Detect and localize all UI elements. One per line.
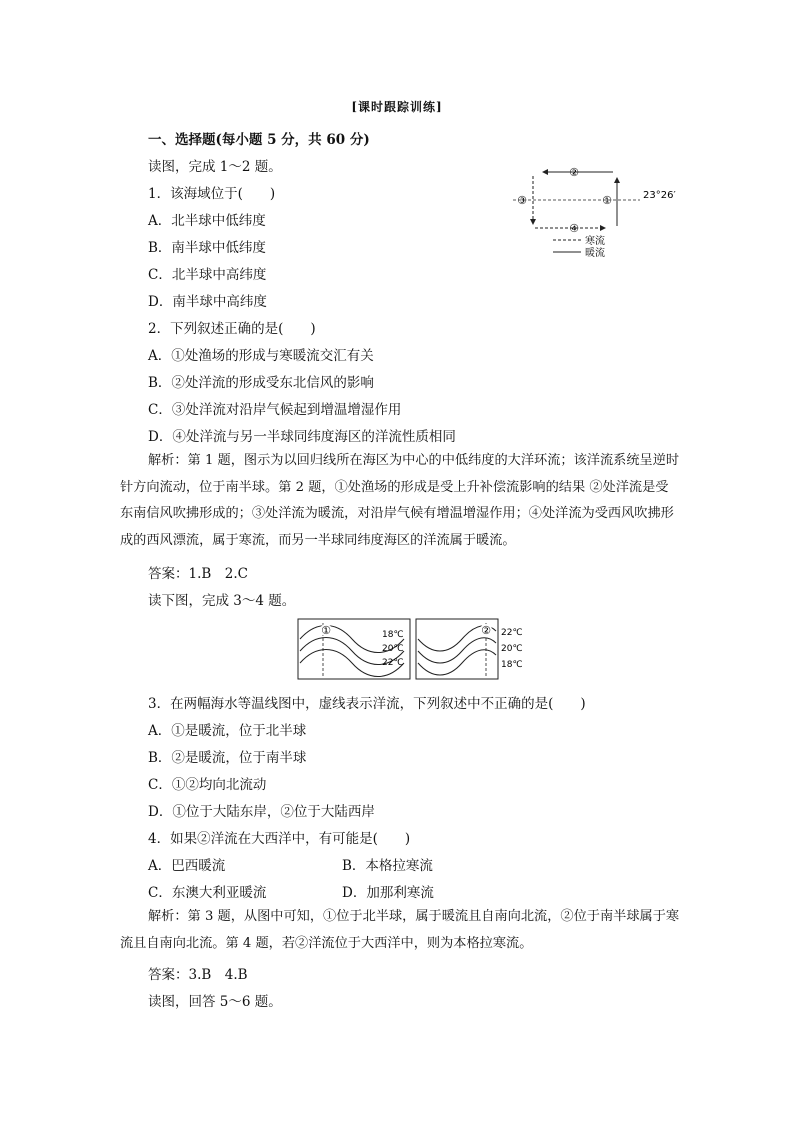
latitude-label: 23°26′ — [643, 190, 676, 201]
analysis-q3-4: 解析：第 3 题，从图中可知，①位于北半球，属于暖流且自南向北流，②位于南半球属于寒流且自南向北流。第 4 题，若②洋流位于大西洋中，则为本格拉寒流。 — [120, 909, 680, 951]
ocean-circulation-figure — [505, 160, 685, 260]
isotherm-left-t2: 20℃ — [382, 644, 404, 654]
isotherm-right-18 — [418, 650, 496, 675]
isotherm-figure — [296, 617, 536, 681]
q1-stem: 1．该海域位于( ) — [148, 186, 276, 202]
intro-q1-2: 读图，完成 1～2 题。 — [148, 159, 282, 175]
q3-option-d: D．①位于大陆东岸，②位于大陆西岸 — [148, 804, 375, 820]
q2-option-a: A．①处渔场的形成与寒暖流交汇有关 — [148, 348, 374, 364]
q4-stem: 4．如果②洋流在大西洋中，有可能是( ) — [148, 831, 411, 847]
isotherm-right-mark: ② — [481, 624, 491, 637]
q1-option-b: B．南半球中低纬度 — [148, 240, 266, 256]
page-header: [课时跟踪训练] — [351, 100, 443, 114]
q4-option-d: D．加那利寒流 — [342, 885, 434, 901]
q3-option-c: C．①②均向北流动 — [148, 777, 267, 793]
q2-option-d: D．④处洋流与另一半球同纬度海区的洋流性质相同 — [148, 429, 456, 445]
isotherm-right-t2: 20℃ — [501, 644, 523, 654]
q1-option-c: C．北半球中高纬度 — [148, 267, 267, 283]
intro-q5-6: 读图，回答 5～6 题。 — [148, 994, 282, 1010]
isotherm-left-mark: ① — [321, 624, 331, 637]
isotherm-left-t1: 18℃ — [382, 630, 404, 640]
label-1: ① — [602, 194, 612, 207]
answer-q3-4: 答案：3.B 4.B — [148, 967, 248, 983]
label-4: ④ — [569, 222, 579, 235]
q2-option-c: C．③处洋流对沿岸气候起到增温增湿作用 — [148, 402, 402, 418]
q1-option-d: D．南半球中高纬度 — [148, 294, 267, 310]
answer-q1-2: 答案：1.B 2.C — [148, 566, 249, 582]
intro-q3-4: 读下图，完成 3～4 题。 — [148, 593, 296, 609]
legend-cold-text: 寒流 — [585, 236, 605, 247]
isotherm-left-t3: 22℃ — [382, 658, 404, 668]
q4-option-a: A．巴西暖流 — [148, 858, 226, 874]
q2-stem: 2．下列叙述正确的是( ) — [148, 321, 316, 337]
label-2: ② — [569, 166, 579, 179]
isotherm-right-t1: 22℃ — [501, 628, 523, 638]
q4-option-b: B．本格拉寒流 — [342, 858, 433, 874]
q3-option-b: B．②是暖流，位于南半球 — [148, 750, 307, 766]
q2-option-b: B．②处洋流的形成受东北信风的影响 — [148, 375, 374, 391]
q3-stem: 3．在两幅海水等温线图中，虚线表示洋流，下列叙述中不正确的是( ) — [148, 696, 586, 712]
q1-option-a: A．北半球中低纬度 — [148, 213, 266, 229]
section-title: 一、选择题(每小题 5 分，共 60 分) — [148, 132, 370, 148]
q4-option-c: C．东澳大利亚暖流 — [148, 885, 267, 901]
isotherm-right-20 — [418, 638, 496, 663]
analysis-q1-2: 解析：第 1 题，图示为以回归线所在海区为中心的中低纬度的大洋环流；该洋流系统呈逆时针方向流动，位于南半球。第 2 题，①处渔场的形成是受上升补偿流影响的结果 ②处洋流是受东南信风吹拂形成的；③处洋流为暖流，对沿岸气候有增温增湿作用；④处洋流为受西风吹拂形成的西风漂流，属于寒流，而另一半球同纬度海区的洋流属于暖流。 — [120, 453, 680, 548]
label-3: ③ — [517, 194, 527, 207]
isotherm-right-t3: 18℃ — [501, 660, 523, 670]
legend-warm-text: 暖流 — [585, 248, 605, 259]
q3-option-a: A．①是暖流，位于北半球 — [148, 723, 307, 739]
